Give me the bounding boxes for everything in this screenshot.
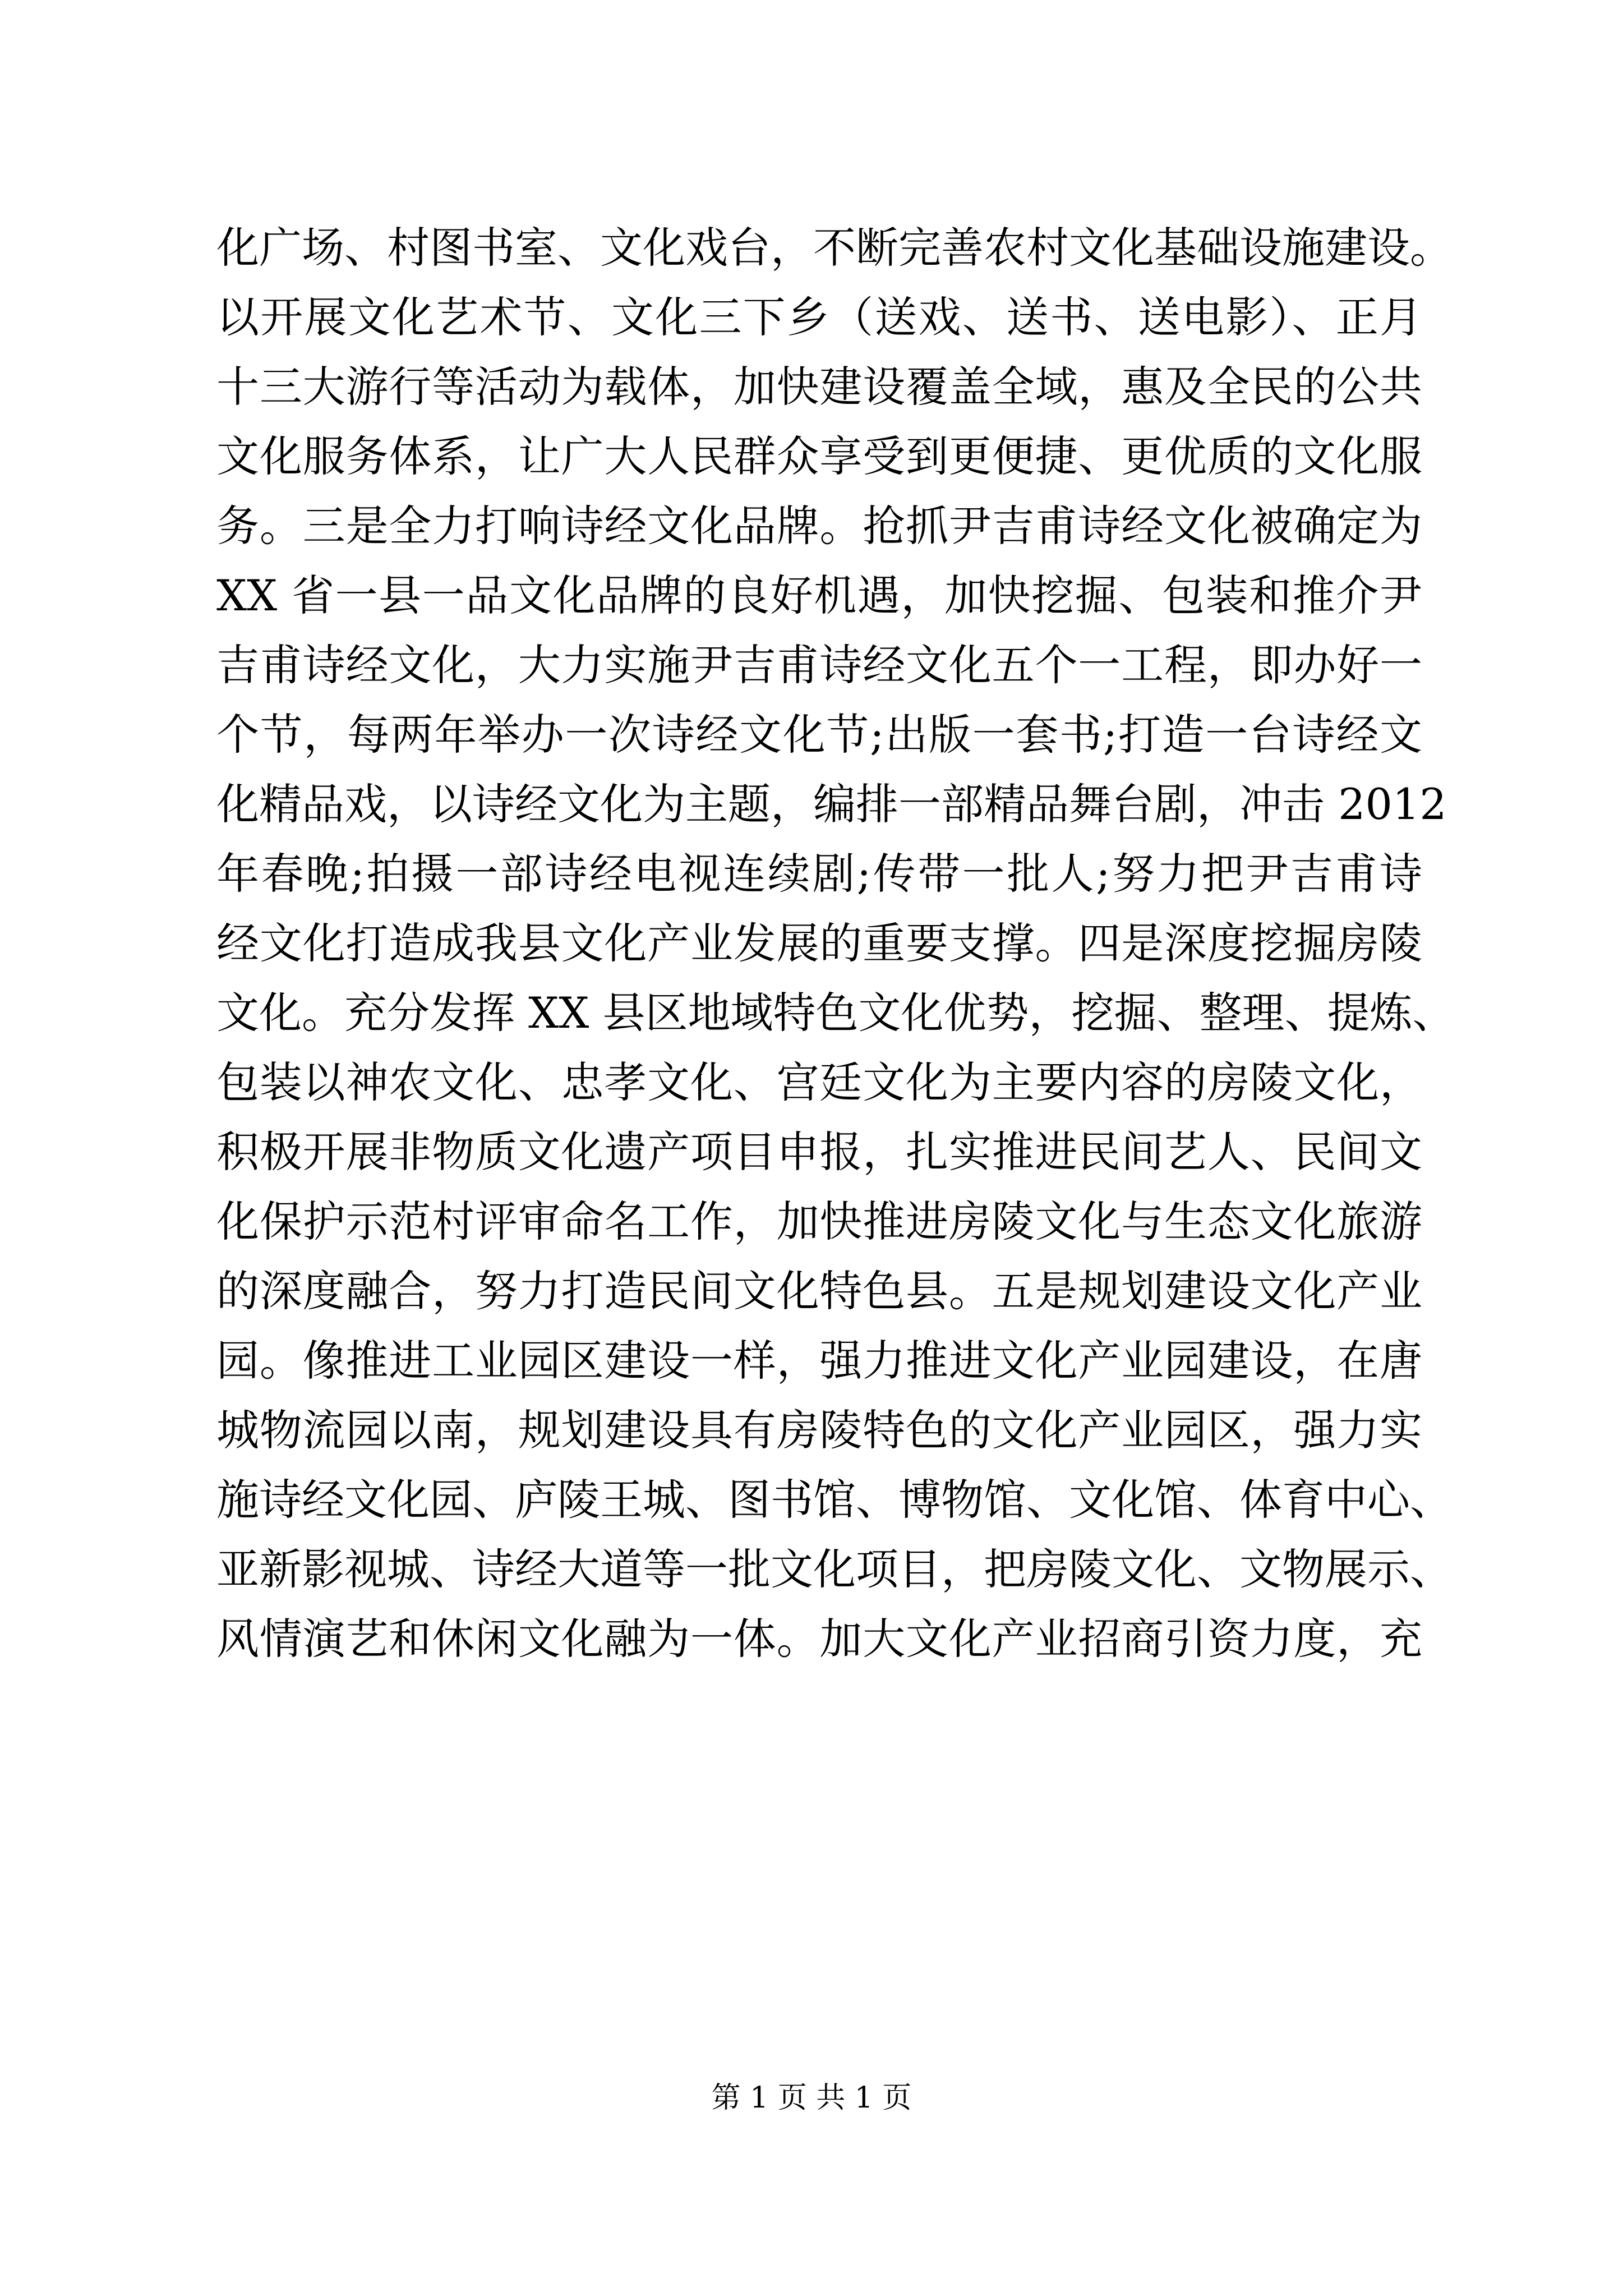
page-footer	[0, 2078, 1623, 2118]
text-line: 包装以神农文化、忠孝文化、宫廷文化为主要内容的房陵文化，	[216, 1057, 1422, 1107]
text-line: 城物流园以南，规划建设具有房陵特色的文化产业园区，强力实	[216, 1405, 1422, 1455]
text-line: 风情演艺和休闲文化融为一体。加大文化产业招商引资力度，充	[216, 1614, 1422, 1664]
text-line: 亚新影视城、诗经大道等一批文化项目，把房陵文化、文物展示、	[216, 1544, 1453, 1594]
text-line: 年春晚;拍摄一部诗经电视连续剧;传带一批人;努力把尹吉甫诗	[216, 849, 1422, 899]
text-line: 施诗经文化园、庐陵王城、图书馆、博物馆、文化馆、体育中心、	[216, 1475, 1453, 1525]
text-line: 以开展文化艺术节、文化三下乡（送戏、送书、送电影）、正月	[216, 292, 1422, 342]
text-line: 务。三是全力打响诗经文化品牌。抢抓尹吉甫诗经文化被确定为	[216, 501, 1422, 551]
text-line: 十三大游行等活动为载体，加快建设覆盖全域，惠及全民的公共	[216, 362, 1422, 412]
page-number-label: 第 1 页 共 1 页	[711, 2081, 912, 2115]
text-line: 文化。充分发挥 XX 县区地域特色文化优势，挖掘、整理、提炼、	[216, 988, 1455, 1038]
text-line: 积极开展非物质文化遗产项目申报，扎实推进民间艺人、民间文	[216, 1127, 1422, 1177]
text-line: 化保护示范村评审命名工作，加快推进房陵文化与生态文化旅游	[216, 1197, 1422, 1246]
text-line: 吉甫诗经文化，大力实施尹吉甫诗经文化五个一工程，即办好一	[216, 640, 1422, 690]
body-text	[216, 213, 1455, 1674]
text-line: 园。像推进工业园区建设一样，强力推进文化产业园建设，在唐	[216, 1336, 1422, 1386]
text-line: 化广场、村图书室、文化戏台，不断完善农村文化基础设施建设。	[216, 223, 1453, 273]
text-line: 化精品戏，以诗经文化为主题，编排一部精品舞台剧，冲击 2012	[216, 779, 1447, 829]
text-line: XX 省一县一品文化品牌的良好机遇，加快挖掘、包装和推介尹	[216, 570, 1422, 620]
text-line: 经文化打造成我县文化产业发展的重要支撑。四是深度挖掘房陵	[216, 918, 1422, 968]
text-line: 的深度融合，努力打造民间文化特色县。五是规划建设文化产业	[216, 1266, 1422, 1316]
text-line: 文化服务体系，让广大人民群众享受到更便捷、更优质的文化服	[216, 431, 1422, 481]
text-line: 个节，每两年举办一次诗经文化节;出版一套书;打造一台诗经文	[216, 710, 1422, 760]
